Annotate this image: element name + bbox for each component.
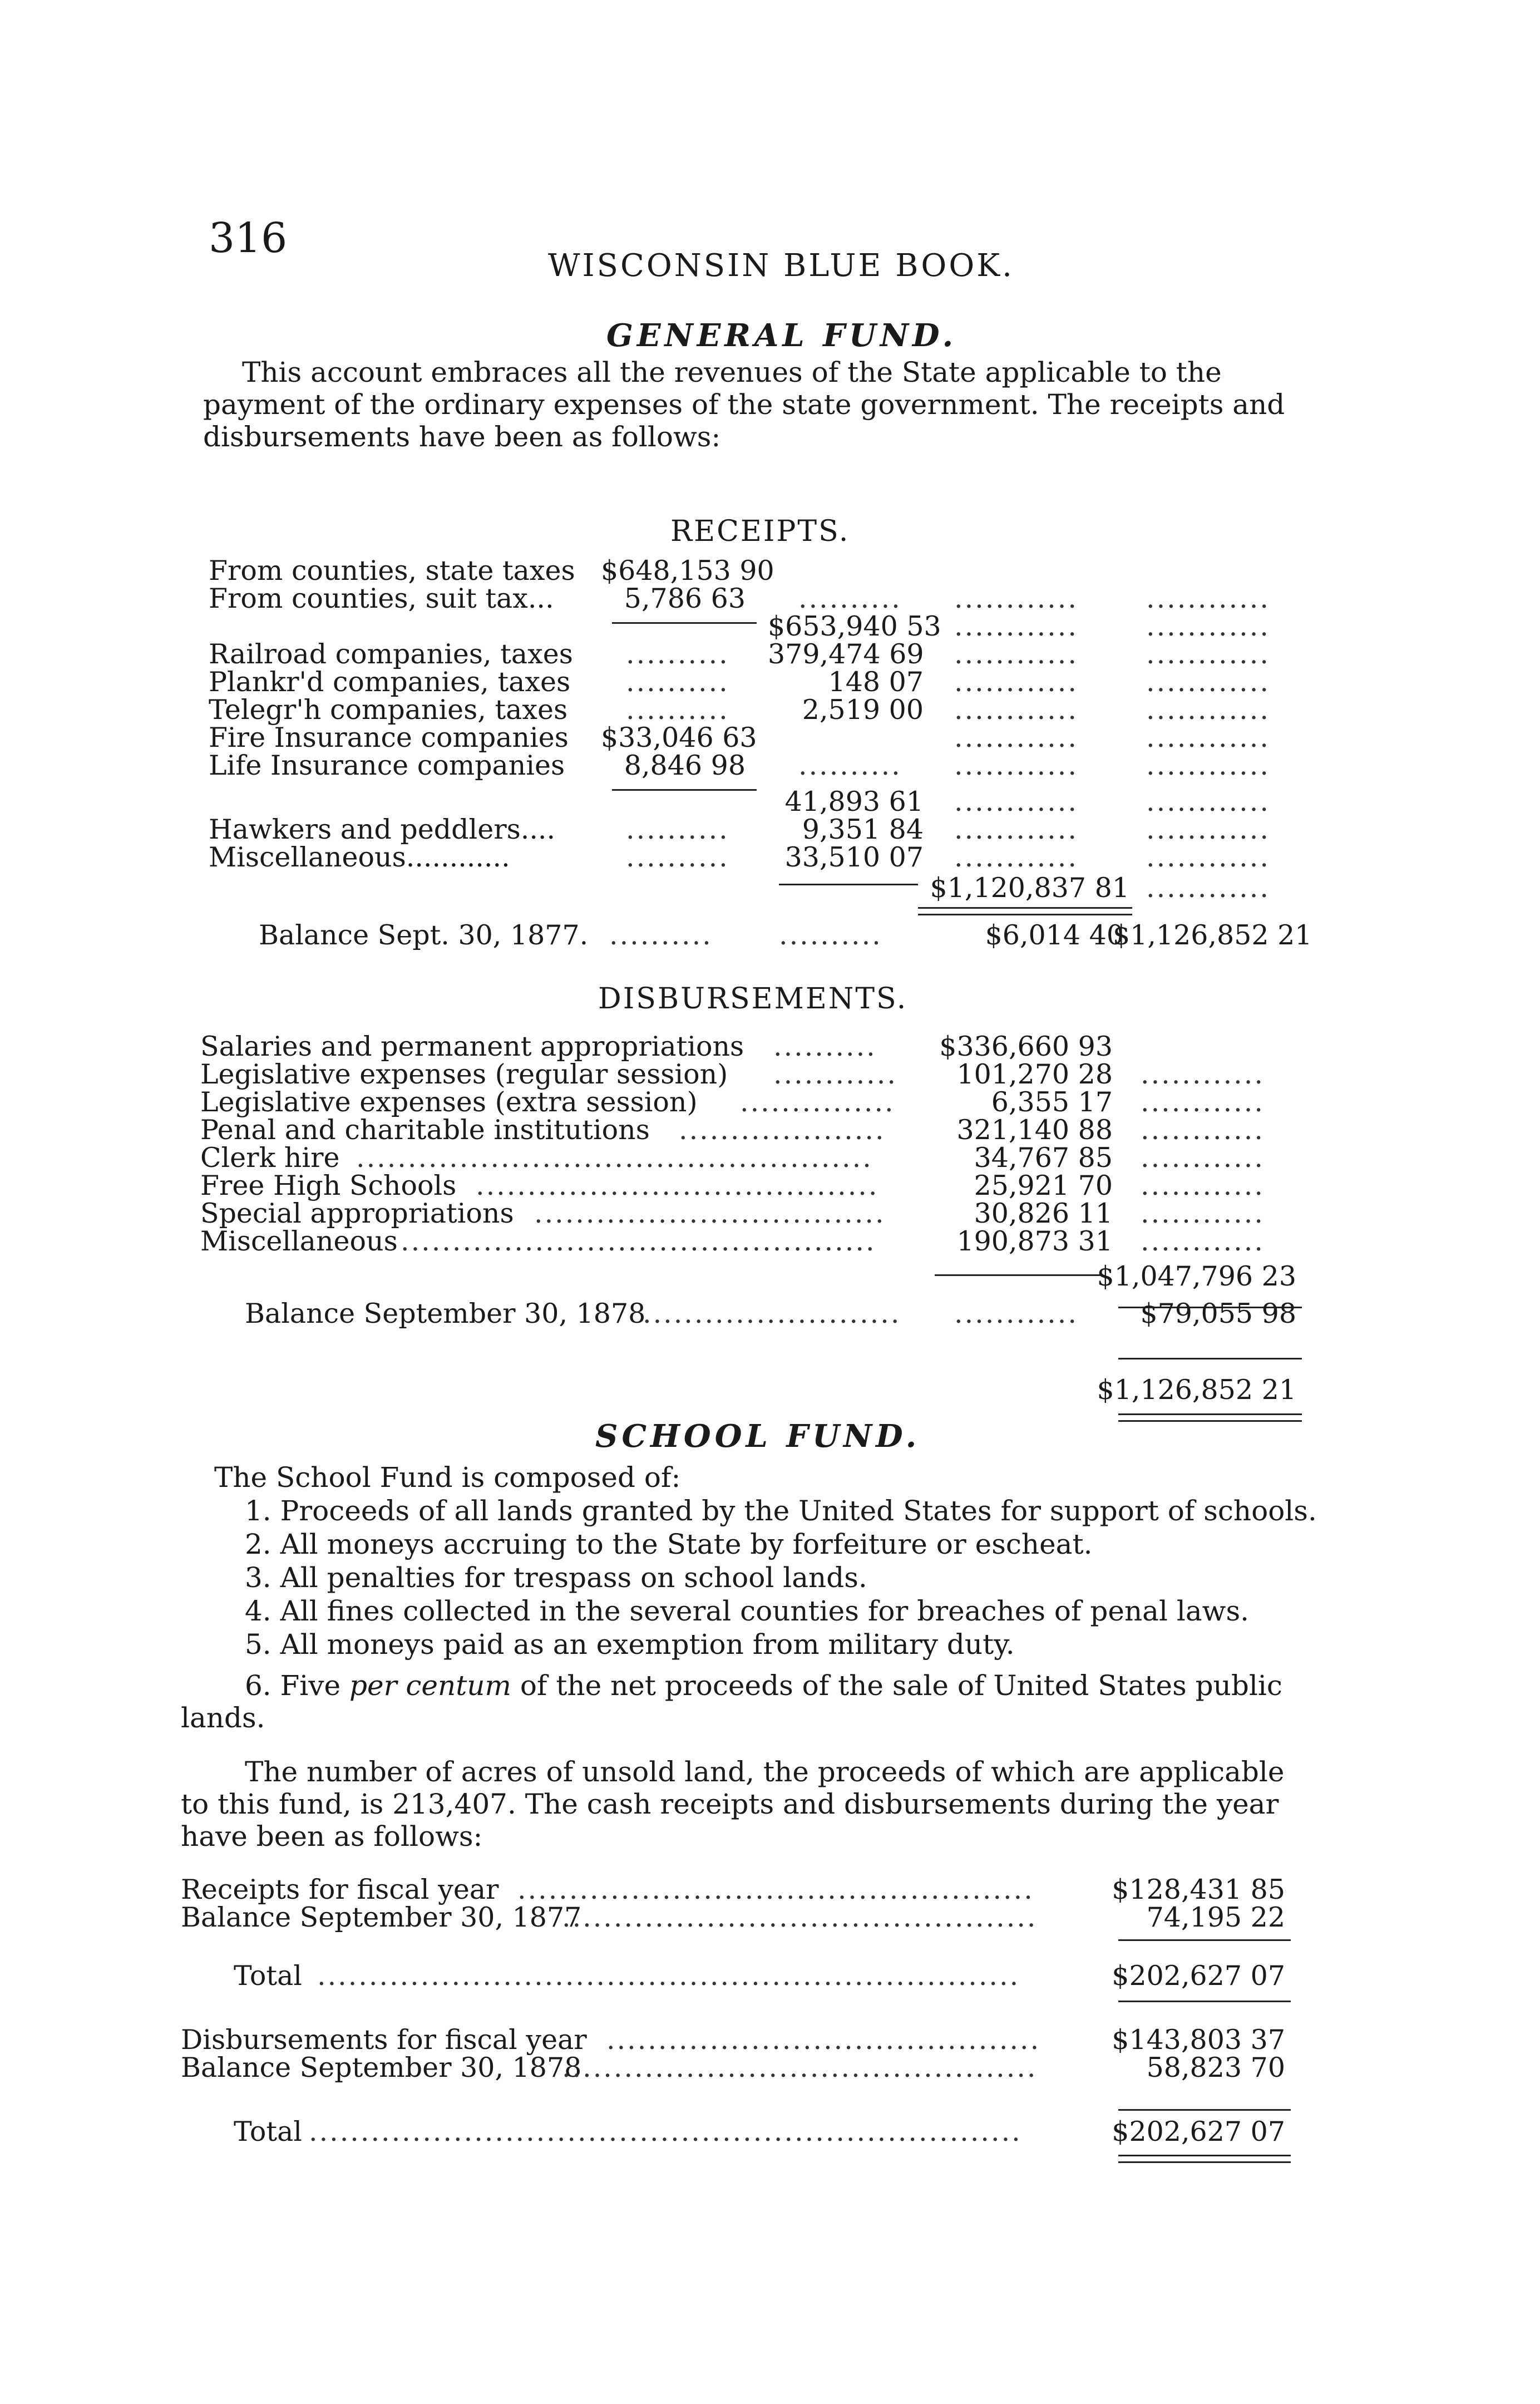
list-item: 5. All moneys paid as an exemption from military duty.	[245, 1628, 1015, 1661]
receipt-row: Telegr'h companies, taxes .......... 2,519 00 ............ ............	[209, 694, 1270, 726]
list-item: 1. Proceeds of all lands granted by the United States for support of schools.	[245, 1495, 1317, 1527]
receipt-row: Railroad companies, taxes .......... 379,474 69 ............ ............	[209, 638, 1270, 670]
disbursement-row: Special appropriations .................................. 30,826 11 ............	[200, 1198, 1265, 1229]
receipts-heading: RECEIPTS.	[670, 515, 850, 548]
school-fund-composition	[214, 1461, 1317, 1661]
list-item: 4. All fines collected in the several counties for breaches of penal laws.	[245, 1595, 1250, 1627]
receipt-row: Miscellaneous............ .......... 33,510 07 ............ ............	[209, 841, 1270, 873]
table-row: Total ..................................................................... $202,627 07	[234, 2116, 1285, 2147]
receipt-row: $653,940 53 ............ ............	[768, 610, 1270, 642]
receipt-row: Fire Insurance companies $33,046 63 ............ ............	[209, 722, 1270, 753]
running-head: WISCONSIN BLUE BOOK.	[548, 248, 1014, 284]
disbursement-row: Miscellaneous .............................................. 190,873 31 ............	[200, 1225, 1265, 1257]
school-fund-heading: SCHOOL FUND.	[595, 1418, 921, 1455]
table-row: Balance September 30, 1877 .............................................. 74,195 22	[181, 1901, 1285, 1933]
grand-total-row: $1,126,852 21	[1097, 1374, 1296, 1406]
table-row: Receipts for fiscal year .................................................. $128,431 85	[181, 1874, 1285, 1905]
general-fund-heading: GENERAL FUND.	[606, 317, 957, 354]
table-row: Balance September 30, 1878 .............................................. 58,823 70	[181, 2052, 1285, 2083]
balance-1878-row: Balance September 30, 1878 ......................... ............ $79,055 98	[245, 1298, 1296, 1329]
table-row: Disbursements for fiscal year .......................................... $143,803 37	[181, 2024, 1285, 2056]
table-row: Total .................................................................... $202,627 07	[234, 1960, 1285, 1992]
disbursement-row: Penal and charitable institutions .................... 321,140 88 ............	[200, 1114, 1265, 1146]
general-fund-intro: This account embraces all the revenues of the State applicable to the payment of the ordinary expenses of the state government. The receipts and disbursements have been as follows:	[203, 356, 1285, 453]
disbursement-row: Free High Schools ....................................... 25,921 70 ............	[200, 1170, 1265, 1201]
disbursement-row: Salaries and permanent appropriations .......... $336,660 93	[200, 1031, 1113, 1062]
receipt-row: 41,893 61 ............ ............	[784, 786, 1270, 817]
list-item: 2. All moneys accruing to the State by forfeiture or escheat.	[245, 1528, 1093, 1560]
school-fund-intro: The School Fund is composed of:	[214, 1461, 681, 1494]
disbursement-row: Clerk hire .................................................. 34,767 85 ............	[200, 1142, 1265, 1174]
page-number: 316	[209, 214, 288, 262]
acres-paragraph: The number of acres of unsold land, the proceeds of which are applicable to this fund, is 213,407. The cash receipts and disbursements during the year have been as follows:	[181, 1756, 1285, 1853]
balance-1877-row: Balance Sept. 30, 1877. .......... .......... $6,014 40 $1,126,852 21	[259, 919, 1312, 951]
receipt-row: From counties, state taxes $648,153 90	[209, 555, 774, 587]
receipt-row: Plankr'd companies, taxes .......... 148 07 ............ ............	[209, 666, 1270, 698]
disbursements-total-row: $1,047,796 23	[1097, 1260, 1296, 1292]
list-item: 3. All penalties for trespass on school lands.	[245, 1561, 867, 1594]
list-item: 6. Five per centum of the net proceeds of the sale of United States public lands.	[181, 1669, 1282, 1734]
receipt-row: From counties, suit tax... 5,786 63 .......... ............ ............	[209, 583, 1270, 614]
disbursement-row: Legislative expenses (regular session) ............ 101,270 28 ............	[200, 1058, 1265, 1090]
receipt-row: $1,120,837 81 ............	[930, 872, 1270, 904]
receipt-row: Hawkers and peddlers.... .......... 9,351 84 ............ ............	[209, 814, 1270, 845]
disbursement-row: Legislative expenses (extra session) ............... 6,355 17 ............	[200, 1086, 1265, 1118]
receipt-row: Life Insurance companies 8,846 98 .......... ............ ............	[209, 750, 1270, 781]
disbursements-heading: DISBURSEMENTS.	[598, 982, 908, 1016]
